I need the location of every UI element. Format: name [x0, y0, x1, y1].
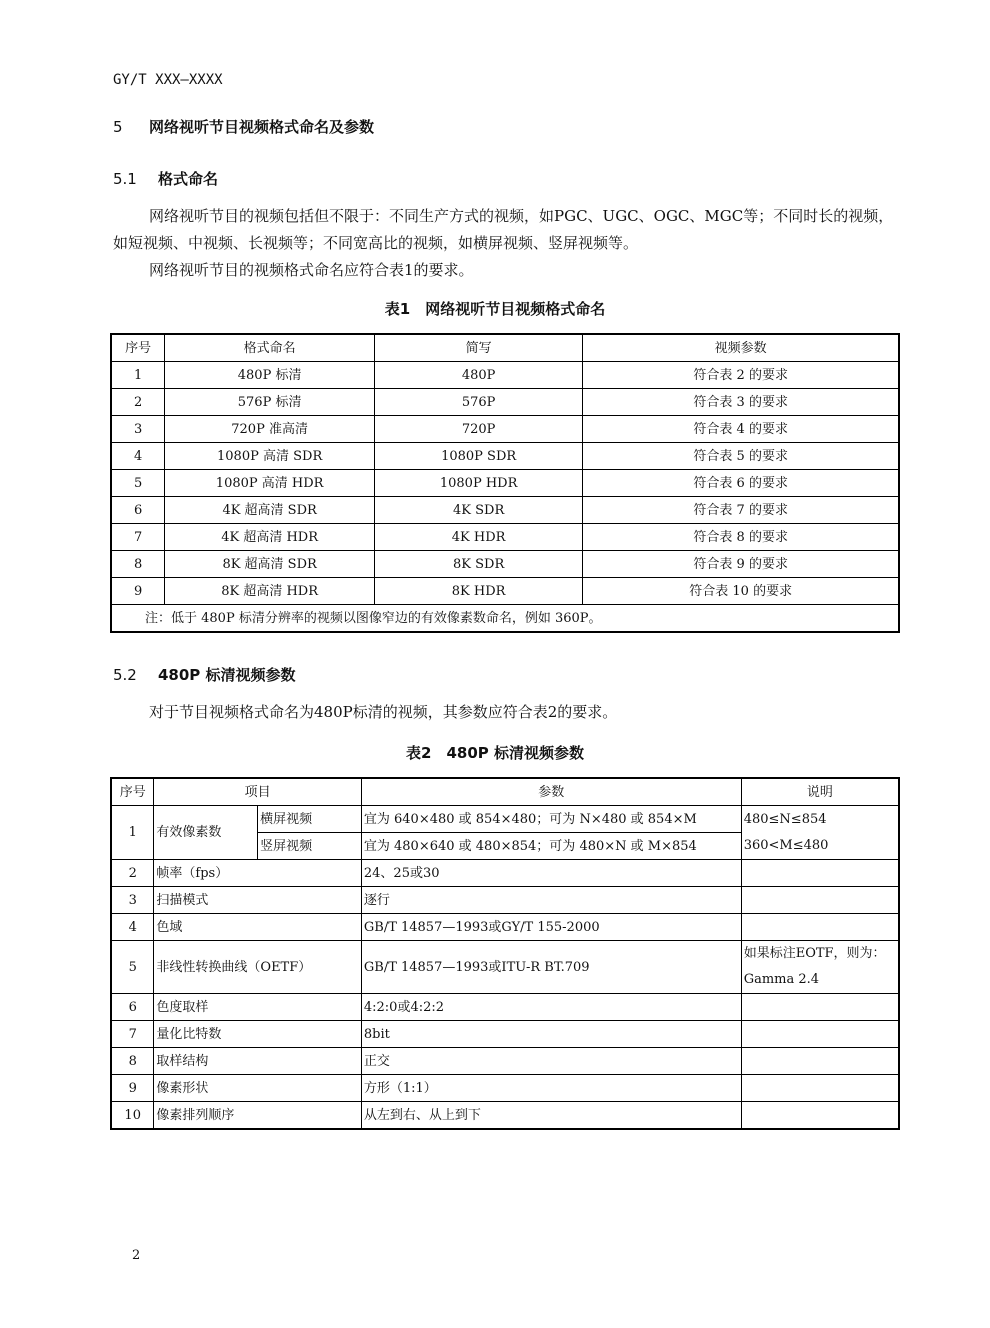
abbreviation-cell: 576P — [374, 389, 583, 416]
table-note-row — [111, 605, 899, 633]
row-number: 5 — [111, 941, 154, 994]
abbreviation-cell: 8K SDR — [374, 551, 583, 578]
column-header: 说明 — [741, 778, 899, 806]
item-cell: 色域 — [154, 914, 361, 941]
table-row — [111, 860, 899, 887]
note-cell — [741, 1102, 899, 1130]
format-name-cell: 720P 准高清 — [165, 416, 375, 443]
paragraph: 网络视听节目的视频包括但不限于：不同生产方式的视频，如PGC、UGC、OGC、MGC等；不同时长的视频，如短视频、中视频、长视频等；不同宽高比的视频，如横屏视频、竖屏视频等。 — [113, 207, 894, 252]
video-params-cell: 符合表 4 的要求 — [583, 416, 899, 443]
section-title: 480P 标清视频参数 — [158, 666, 296, 684]
video-params-cell: 符合表 6 的要求 — [583, 470, 899, 497]
section-title: 格式命名 — [158, 170, 219, 188]
table-row — [111, 941, 899, 994]
table-header-row — [111, 334, 899, 362]
format-name-cell: 576P 标清 — [165, 389, 375, 416]
column-header: 项目 — [154, 778, 361, 806]
section-5-2-heading — [113, 664, 296, 685]
column-header: 视频参数 — [583, 334, 899, 362]
note-cell — [741, 914, 899, 941]
param-cell: 宜为 640×480 或 854×480；可为 N×480 或 854×M — [361, 806, 741, 833]
table-row — [111, 389, 899, 416]
column-header: 参数 — [361, 778, 741, 806]
item-cell: 有效像素数 — [154, 806, 258, 860]
table-row — [111, 914, 899, 941]
row-number: 7 — [111, 524, 165, 551]
table-row — [111, 887, 899, 914]
item-cell: 量化比特数 — [154, 1021, 361, 1048]
page-number: 2 — [132, 1248, 141, 1263]
row-number: 3 — [111, 416, 165, 443]
param-cell: 从左到右、从上到下 — [361, 1102, 741, 1130]
note-cell — [741, 1021, 899, 1048]
video-params-cell: 符合表 5 的要求 — [583, 443, 899, 470]
param-cell: GB/T 14857—1993或GY/T 155-2000 — [361, 914, 741, 941]
column-header: 简写 — [374, 334, 583, 362]
column-header: 格式命名 — [165, 334, 375, 362]
video-params-cell: 符合表 8 的要求 — [583, 524, 899, 551]
table-row — [111, 362, 899, 389]
table-2 — [110, 777, 900, 1130]
note-cell — [741, 994, 899, 1021]
item-cell: 取样结构 — [154, 1048, 361, 1075]
sub-item-cell: 横屏视频 — [258, 806, 362, 833]
format-name-cell: 8K 超高清 HDR — [165, 578, 375, 605]
table-row — [111, 1048, 899, 1075]
table-row — [111, 524, 899, 551]
section-5-1-body — [113, 203, 899, 284]
abbreviation-cell: 480P — [374, 362, 583, 389]
table-row — [111, 443, 899, 470]
table-row — [111, 806, 899, 833]
table-row — [111, 994, 899, 1021]
format-name-cell: 1080P 高清 SDR — [165, 443, 375, 470]
param-cell: 宜为 480×640 或 480×854；可为 480×N 或 M×854 — [361, 833, 741, 860]
item-cell: 色度取样 — [154, 994, 361, 1021]
param-cell: 方形（1:1） — [361, 1075, 741, 1102]
row-number: 4 — [111, 914, 154, 941]
row-number: 2 — [111, 389, 165, 416]
item-cell: 像素排列顺序 — [154, 1102, 361, 1130]
abbreviation-cell: 4K SDR — [374, 497, 583, 524]
item-cell: 帧率（fps） — [154, 860, 361, 887]
note-cell — [741, 860, 899, 887]
abbreviation-cell: 8K HDR — [374, 578, 583, 605]
abbreviation-cell: 4K HDR — [374, 524, 583, 551]
note-cell — [741, 1075, 899, 1102]
section-number: 5.1 — [113, 170, 137, 188]
param-cell: 4:2:0或4:2:2 — [361, 994, 741, 1021]
paragraph: 网络视听节目的视频格式命名应符合表1的要求。 — [149, 261, 474, 279]
param-cell: 24、25或30 — [361, 860, 741, 887]
note-cell: 360<M≤480 — [741, 833, 899, 860]
note-cell: 480≤N≤854 — [741, 806, 899, 833]
table-row — [111, 497, 899, 524]
format-name-cell: 480P 标清 — [165, 362, 375, 389]
note-cell — [741, 887, 899, 914]
section-title: 网络视听节目视频格式命名及参数 — [149, 118, 375, 136]
param-cell: 8bit — [361, 1021, 741, 1048]
section-5-2-body — [113, 699, 899, 726]
table-header-row — [111, 778, 899, 806]
row-number: 1 — [111, 806, 154, 860]
section-number: 5.2 — [113, 666, 137, 684]
note-cell: 如果标注EOTF，则为：Gamma 2.4 — [741, 941, 899, 994]
column-header: 序号 — [111, 778, 154, 806]
table-note: 注：低于 480P 标清分辨率的视频以图像窄边的有效像素数命名，例如 360P。 — [111, 605, 899, 633]
abbreviation-cell: 1080P HDR — [374, 470, 583, 497]
row-number: 10 — [111, 1102, 154, 1130]
row-number: 8 — [111, 551, 165, 578]
item-cell: 像素形状 — [154, 1075, 361, 1102]
row-number: 9 — [111, 1075, 154, 1102]
section-number: 5 — [113, 118, 123, 136]
video-params-cell: 符合表 10 的要求 — [583, 578, 899, 605]
section-5-1-heading — [113, 168, 218, 189]
video-params-cell: 符合表 7 的要求 — [583, 497, 899, 524]
table-row — [111, 470, 899, 497]
row-number: 6 — [111, 994, 154, 1021]
row-number: 5 — [111, 470, 165, 497]
row-number: 8 — [111, 1048, 154, 1075]
format-name-cell: 8K 超高清 SDR — [165, 551, 375, 578]
format-name-cell: 4K 超高清 SDR — [165, 497, 375, 524]
table-row — [111, 1075, 899, 1102]
param-cell: 逐行 — [361, 887, 741, 914]
row-number: 6 — [111, 497, 165, 524]
row-number: 7 — [111, 1021, 154, 1048]
video-params-cell: 符合表 3 的要求 — [583, 389, 899, 416]
abbreviation-cell: 1080P SDR — [374, 443, 583, 470]
row-number: 2 — [111, 860, 154, 887]
document-code: GY/T XXX—XXXX — [113, 72, 223, 88]
note-cell — [741, 1048, 899, 1075]
param-cell: 正交 — [361, 1048, 741, 1075]
table-row — [111, 416, 899, 443]
item-cell: 扫描模式 — [154, 887, 361, 914]
row-number: 3 — [111, 887, 154, 914]
video-params-cell: 符合表 2 的要求 — [583, 362, 899, 389]
column-header: 序号 — [111, 334, 165, 362]
table-row — [111, 578, 899, 605]
row-number: 4 — [111, 443, 165, 470]
table-1 — [110, 333, 900, 633]
item-cell: 非线性转换曲线（OETF） — [154, 941, 361, 994]
param-cell: GB/T 14857—1993或ITU-R BT.709 — [361, 941, 741, 994]
table-2-caption: 表2 480P 标清视频参数 — [406, 744, 584, 762]
table-row — [111, 1102, 899, 1130]
table-row — [111, 551, 899, 578]
abbreviation-cell: 720P — [374, 416, 583, 443]
row-number: 9 — [111, 578, 165, 605]
format-name-cell: 4K 超高清 HDR — [165, 524, 375, 551]
sub-item-cell: 竖屏视频 — [258, 833, 362, 860]
row-number: 1 — [111, 362, 165, 389]
video-params-cell: 符合表 9 的要求 — [583, 551, 899, 578]
section-5-heading — [113, 116, 374, 137]
table-1-caption: 表1 网络视听节目视频格式命名 — [384, 300, 606, 318]
paragraph: 对于节目视频格式命名为480P标清的视频，其参数应符合表2的要求。 — [149, 703, 618, 721]
format-name-cell: 1080P 高清 HDR — [165, 470, 375, 497]
table-row — [111, 1021, 899, 1048]
